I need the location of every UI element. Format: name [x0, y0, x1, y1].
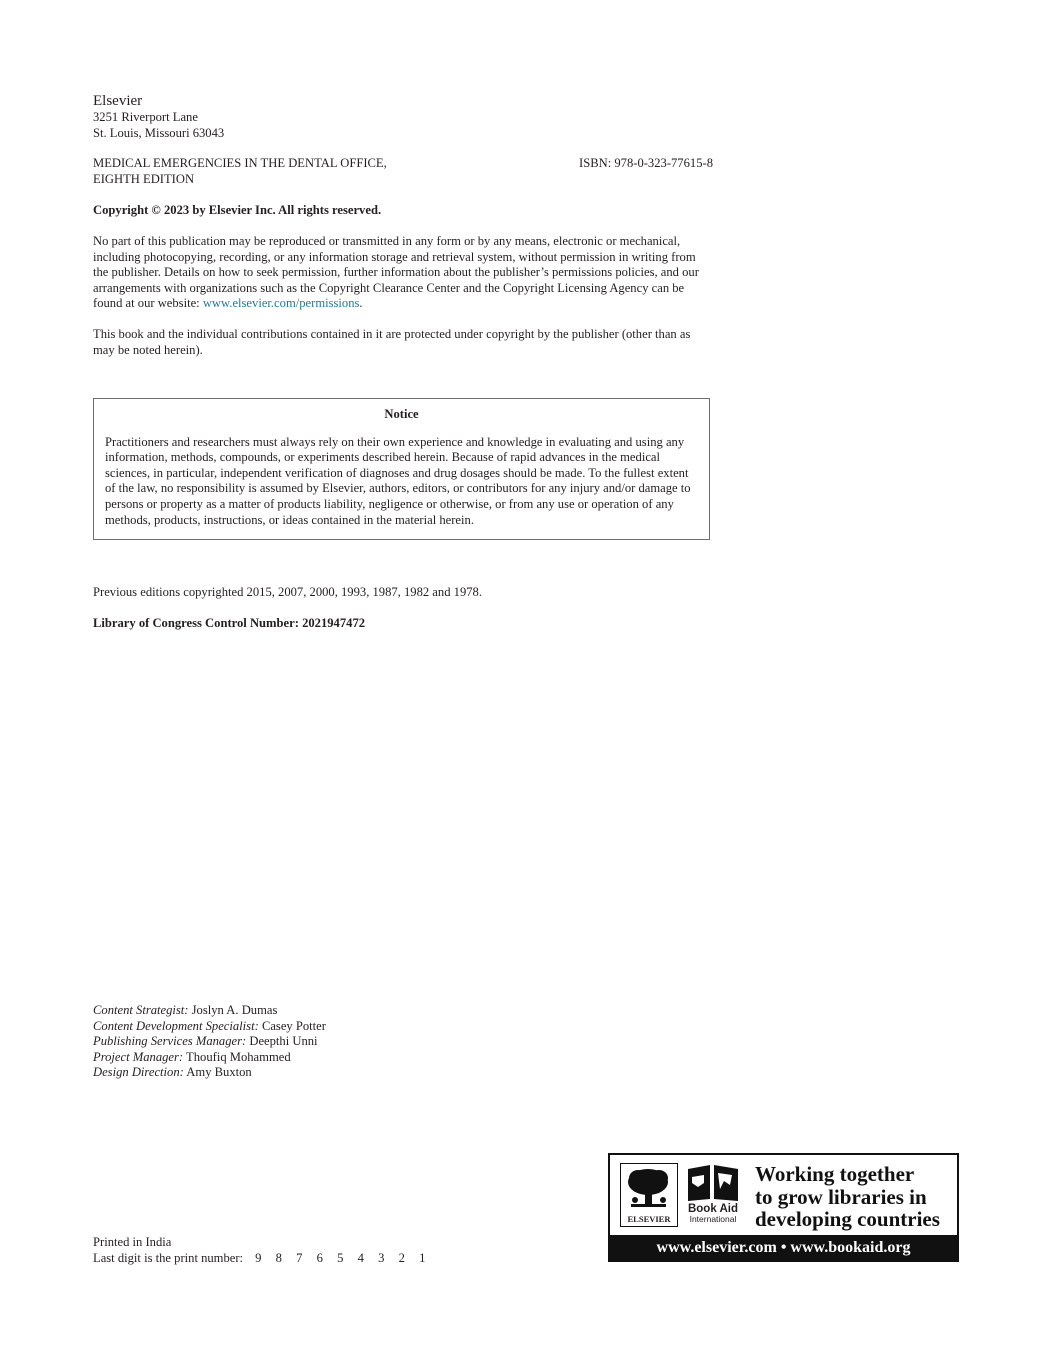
notice-body: Practitioners and researchers must always rely on their own experience and knowledge in evaluating and using any information, methods, compounds, or experiments described herein. Because of rapid advances in the medical sciences, in particular, independent verification of diagnoses and drug dosages should be made. To the fullest extent of the law, no responsibility is assumed by Elsevier, authors, editors, or contributors for any injury and/or damage to persons or property as a matter of products liability, negligence or otherwise, or from any use or operation of any methods, products, instructions, or ideas contained in the material herein. [105, 434, 691, 527]
credit-name: Thoufiq Mohammed [186, 1049, 291, 1064]
bookaid-slogan [755, 1163, 955, 1231]
credit-name: Joslyn A. Dumas [191, 1003, 278, 1017]
elsevier-tree-icon [621, 1164, 676, 1214]
print-digit: 2 [398, 1250, 405, 1265]
print-digit: 8 [275, 1250, 282, 1265]
address-line-1: 3251 Riverport Lane [93, 110, 198, 124]
credit-line [93, 1050, 713, 1066]
notice-title: Notice [384, 407, 419, 421]
print-number-label: Last digit is the print number: [93, 1250, 244, 1265]
credit-role: Publishing Services Manager: [93, 1034, 247, 1049]
printed-in: Printed in India [93, 1235, 172, 1249]
print-digit: 5 [337, 1250, 344, 1265]
print-digit: 9 [255, 1250, 262, 1265]
bookaid-book-icon [684, 1163, 742, 1203]
permissions-text: No part of this publication may be reproduced or transmitted in any form or by any means, electronic or mechanical, including photocopying, recording, or any information storage and retrieval system, without permission in writing from the publisher. Details on how to seek permission, further information about the publisher’s permissions policies, and our arrangements with organizations such as the Copyright Clearance Center and the Copyright Licensing Agency can be found at our website: [93, 234, 699, 311]
permissions-end: . [359, 296, 363, 311]
bookaid-sub: International [689, 1214, 737, 1224]
lccn: Library of Congress Control Number: 2021947472 [93, 616, 366, 630]
credit-name: Deepthi Unni [249, 1034, 318, 1049]
credit-role: Design Direction: [93, 1065, 184, 1080]
elsevier-logo-caption: ELSEVIER [627, 1214, 671, 1224]
credit-line [93, 1065, 713, 1081]
credit-line [93, 1003, 713, 1019]
publisher-address [93, 93, 713, 141]
address-line-2: St. Louis, Missouri 63043 [93, 125, 225, 140]
previous-editions: Previous editions copyrighted 2015, 2007, 2000, 1993, 1987, 1982 and 1978. [93, 585, 482, 599]
slogan-line-3: developing countries [755, 1207, 940, 1231]
bookaid-name: Book Aid [687, 1203, 739, 1215]
bookaid-logo-box [608, 1153, 959, 1262]
print-digit: 3 [378, 1250, 385, 1265]
elsevier-tree-logo [620, 1163, 678, 1227]
credit-line [93, 1034, 713, 1050]
permissions-paragraph [93, 234, 713, 312]
book-title-row [93, 156, 713, 187]
print-digit: 1 [419, 1250, 426, 1265]
credit-line [93, 1019, 713, 1035]
credit-name: Casey Potter [261, 1018, 326, 1033]
bookaid-url-bar: www.elsevier.com • www.bookaid.org [610, 1235, 957, 1260]
credit-role: Content Development Specialist: [93, 1018, 259, 1033]
credit-role: Project Manager: [93, 1049, 184, 1064]
print-digit: 6 [316, 1250, 323, 1265]
credits-list [93, 1003, 713, 1081]
credit-role: Content Strategist: [93, 1003, 189, 1017]
print-digit: 4 [357, 1250, 364, 1265]
credit-name: Amy Buxton [186, 1065, 252, 1080]
notice-box [93, 398, 710, 540]
print-digit: 7 [296, 1250, 303, 1265]
slogan-line-2: to grow libraries in [755, 1184, 927, 1209]
bookaid-logo [684, 1163, 742, 1227]
protection-paragraph: This book and the individual contributions contained in it are protected under copyright by the publisher (other than as may be noted herein). [93, 327, 691, 357]
copyright-statement: Copyright © 2023 by Elsevier Inc. All rights reserved. [93, 203, 382, 217]
book-title-line-2: EIGHTH EDITION [93, 171, 195, 186]
slogan-line-1: Working together [755, 1162, 915, 1186]
publisher-name: Elsevier [93, 93, 143, 109]
book-title-line-1: MEDICAL EMERGENCIES IN THE DENTAL OFFICE, [93, 156, 387, 170]
isbn: ISBN: 978-0-323-77615-8 [579, 156, 713, 170]
permissions-link[interactable]: www.elsevier.com/permissions [202, 296, 360, 311]
